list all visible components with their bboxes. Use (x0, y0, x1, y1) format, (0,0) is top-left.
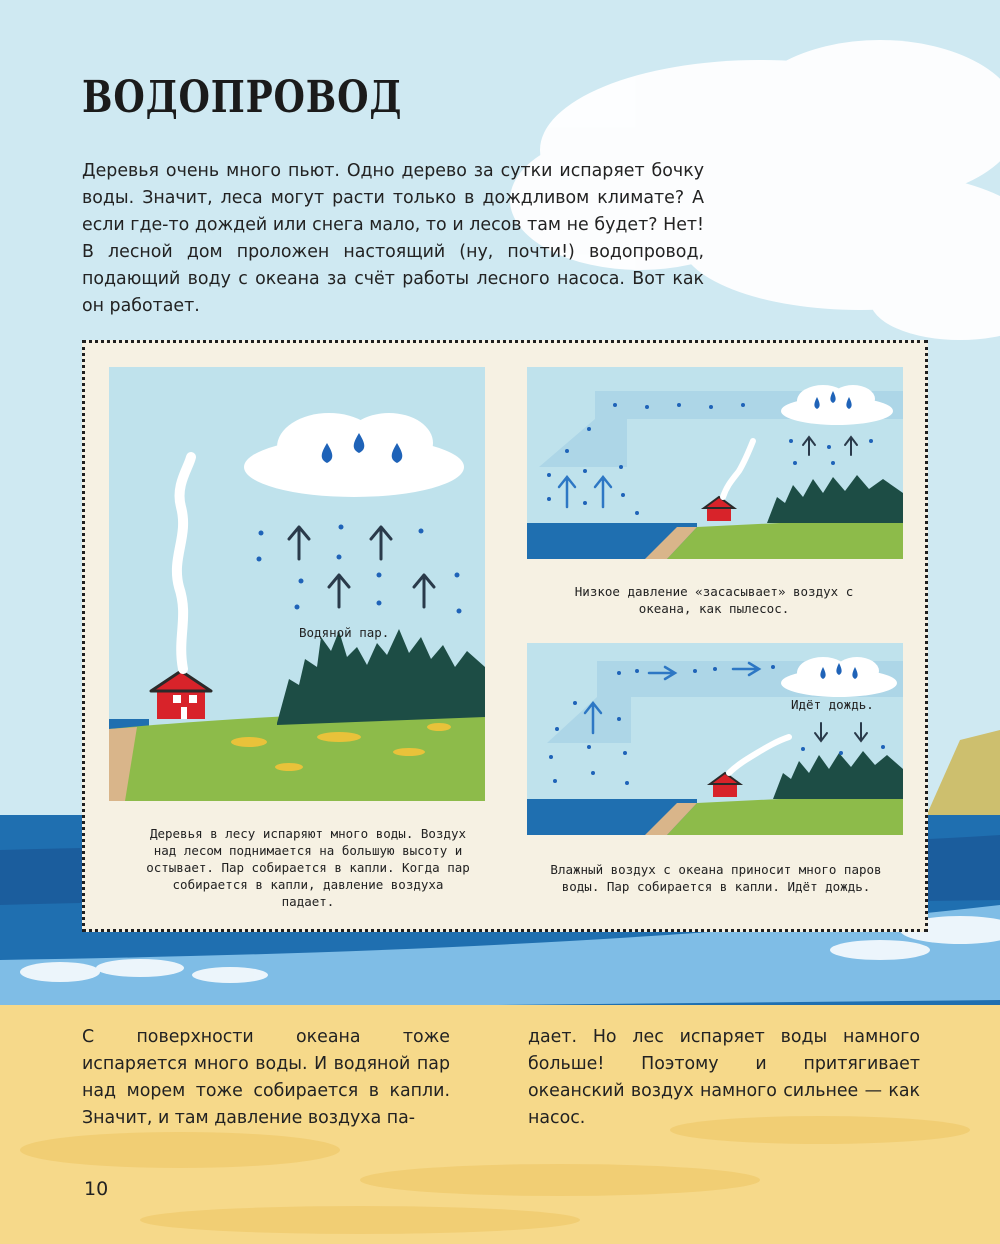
page-number: 10 (84, 1178, 109, 1200)
diagram-panel (82, 340, 928, 932)
low-pressure-illustration (527, 367, 903, 559)
intro-paragraph: Деревья очень много пьют. Одно дерево за сутки испаряет бочку воды. Значит, леса могут расти только в дождливом климате? А если где-то дождей или снега мало, то и лесов там не будет? Нет! В лесной дом проложен настоящий (ну, почти!) водопровод, подающий воду с океана за счёт работы лесного насоса. Вот как он работает. (82, 161, 704, 316)
rain-illustration (527, 643, 903, 835)
main-caption: Деревья в лесу испаряют много воды. Воздух над лесом поднимается на большую высоту и остывает. Пар собирается в капли. Когда пар собирается в капли, давление воздуха падает. (146, 826, 470, 909)
forest-evaporation-illustration (109, 367, 485, 801)
rain-label: Идёт дождь. (791, 697, 874, 712)
body-left-column: С поверхности океана тоже испаряется много воды. И водяной пар над морем тоже собирается в капли. Значит, и там давление воздуха па- (82, 1027, 450, 1128)
page-title: ВОДОПРОВОД (82, 72, 403, 123)
vapor-label: Водяной пар. (299, 625, 390, 640)
bottom-right-caption: Влажный воздух с океана приносит много паров воды. Пар собирается в капли. Идёт дождь. (550, 862, 882, 894)
top-right-caption: Низкое давление «засасывает» воздух с океана, как пылесос. (574, 584, 854, 616)
body-right-column: дает. Но лес испаряет воды намного больше! Поэтому и притягивает океанский воздух намного сильнее — как насос. (528, 1027, 920, 1128)
